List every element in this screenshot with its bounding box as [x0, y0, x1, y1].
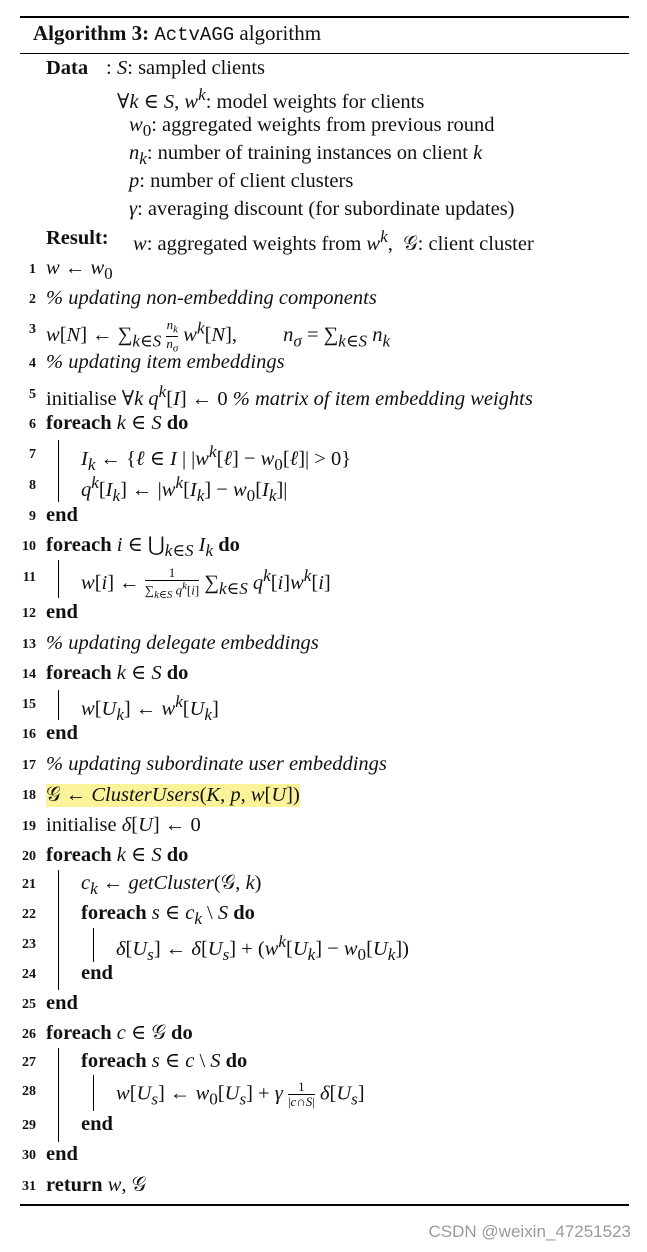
top-rule [20, 16, 629, 18]
block-bar [93, 1075, 94, 1111]
block-bar [58, 1048, 59, 1142]
result-item: w: aggregated weights from $w^k$, 𝒢: client cluster [133, 227, 534, 255]
bottom-rule [20, 1204, 629, 1206]
data-label: Data [46, 57, 89, 79]
block-bar [58, 870, 59, 990]
algorithm-name: ActvAGG [154, 24, 235, 46]
result-label: Result: [46, 227, 109, 249]
data-item: S: sampled clients [117, 57, 266, 79]
block-bar [58, 440, 59, 502]
data-item: γ: averaging discount (for subordinate updates) [129, 198, 515, 220]
title-rule [20, 53, 629, 54]
data-item: $w_0$: aggregated weights from previous round [129, 114, 495, 141]
data-colon: : [106, 57, 112, 79]
algorithm-title: Algorithm 3: ActvAGG algorithm [33, 21, 322, 46]
highlighted-line: 𝒢 ← ClusterUsers(K, p, w[U]) [46, 784, 300, 806]
watermark: CSDN @weixin_47251523 [428, 1222, 631, 1241]
block-bar [93, 928, 94, 962]
data-item: ∀k ∈ S, $w^k$: model weights for clients [117, 85, 425, 113]
block-bar [58, 560, 59, 598]
block-bar [58, 690, 59, 720]
data-item: p: number of client clusters [129, 170, 354, 192]
data-item: $n_k$: number of training instances on client k [129, 142, 483, 169]
